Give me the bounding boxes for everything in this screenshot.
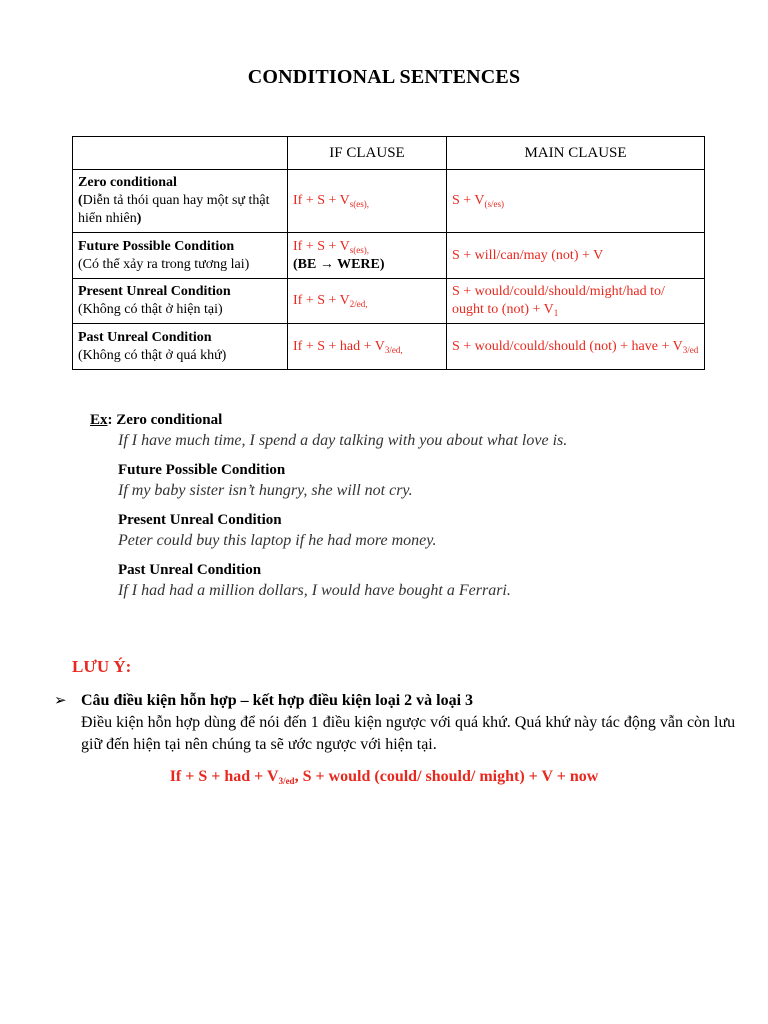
header-empty-cell [73, 137, 288, 170]
table-row [73, 324, 705, 370]
arrow-bullet-icon: ➢ [54, 693, 67, 709]
table-header-row [73, 137, 705, 170]
main-clause-cell: S + would/could/should (not) + have + $V_{3/ed}$ [447, 324, 705, 370]
main-clause-cell: S + would/could/should/might/had to/ ought to $(not) + V_1$ [447, 279, 705, 324]
type-cell [73, 170, 288, 233]
main-clause-cell: S + will/can/may (not) + V [447, 233, 705, 279]
type-cell [73, 233, 288, 279]
table-row [73, 279, 705, 324]
example-heading: Zero conditional [116, 412, 223, 428]
condition-desc: (Có thể xảy ra trong tương lai) [78, 256, 250, 272]
if-clause-cell: $If + S + V_{2/ed,}$ [288, 279, 447, 324]
condition-name: Future Possible Condition [78, 238, 235, 254]
mixed-formula: If + S + had + $V_{3/ed}$, S + would (could/ should/ might) + V + now [169, 768, 599, 786]
examples-section [90, 410, 740, 610]
example-heading: Future Possible Condition [118, 462, 286, 478]
header-main-clause: MAIN CLAUSE [447, 137, 705, 170]
example-sentence: If I have much time, I spend a day talking with you about what love is. [118, 432, 568, 449]
condition-desc: (Không có thật ở quá khứ) [78, 347, 227, 363]
example-sentence: Peter could buy this laptop if he had more money. [118, 532, 437, 549]
table-row [73, 233, 705, 279]
condition-name: Zero conditional [78, 175, 177, 190]
mixed-description: Điều kiện hỗn hợp dùng để nói đến 1 điều kiện ngược với quá khứ. Quá khứ này tác động vẫn còn lưu giữ đến hiện tại nên chúng ta sẽ ước ngược với hiện tại. [81, 714, 736, 753]
type-cell [73, 279, 288, 324]
example-sentence: If my baby sister isn’t hungry, she will not cry. [118, 482, 413, 499]
example-sentence: If I had had a million dollars, I would have bought a Ferrari. [118, 582, 511, 599]
page-title: CONDITIONAL SENTENCES [247, 66, 521, 88]
condition-desc: (Không có thật ở hiện tại) [78, 302, 223, 317]
type-cell [73, 324, 288, 370]
conditional-table [72, 136, 705, 370]
condition-name: Present Unreal Condition [78, 284, 231, 299]
condition-desc: (Diễn tả thói quan hay một sự thật hiển nhiên) [78, 193, 270, 226]
example-heading: Present Unreal Condition [118, 512, 282, 528]
condition-name: Past Unreal Condition [78, 329, 212, 345]
example-heading: Past Unreal Condition [118, 562, 262, 578]
main-clause-cell: $S + V_{(s/es)}$ [447, 170, 705, 233]
table-row [73, 170, 705, 233]
header-if-clause: IF CLAUSE [288, 137, 447, 170]
note-title: LƯU Ý: [72, 657, 132, 676]
examples-label: Ex [90, 412, 108, 428]
mixed-heading: Câu điều kiện hỗn hợp – kết hợp điều kiện loại 2 và loại 3 [81, 692, 474, 709]
if-clause-cell: $If + S + V_{s(es),}$ (BE → WERE) [288, 233, 447, 279]
if-clause-cell: $If + S + V_{s(es),}$ [288, 170, 447, 233]
mixed-conditional-note [54, 690, 744, 756]
if-clause-cell: If + S + had + $V_{3/ed,}$ [288, 324, 447, 370]
be-were-note: (BE → WERE) [293, 256, 385, 272]
example-heading-row: Ex: Zero conditional [90, 412, 223, 428]
